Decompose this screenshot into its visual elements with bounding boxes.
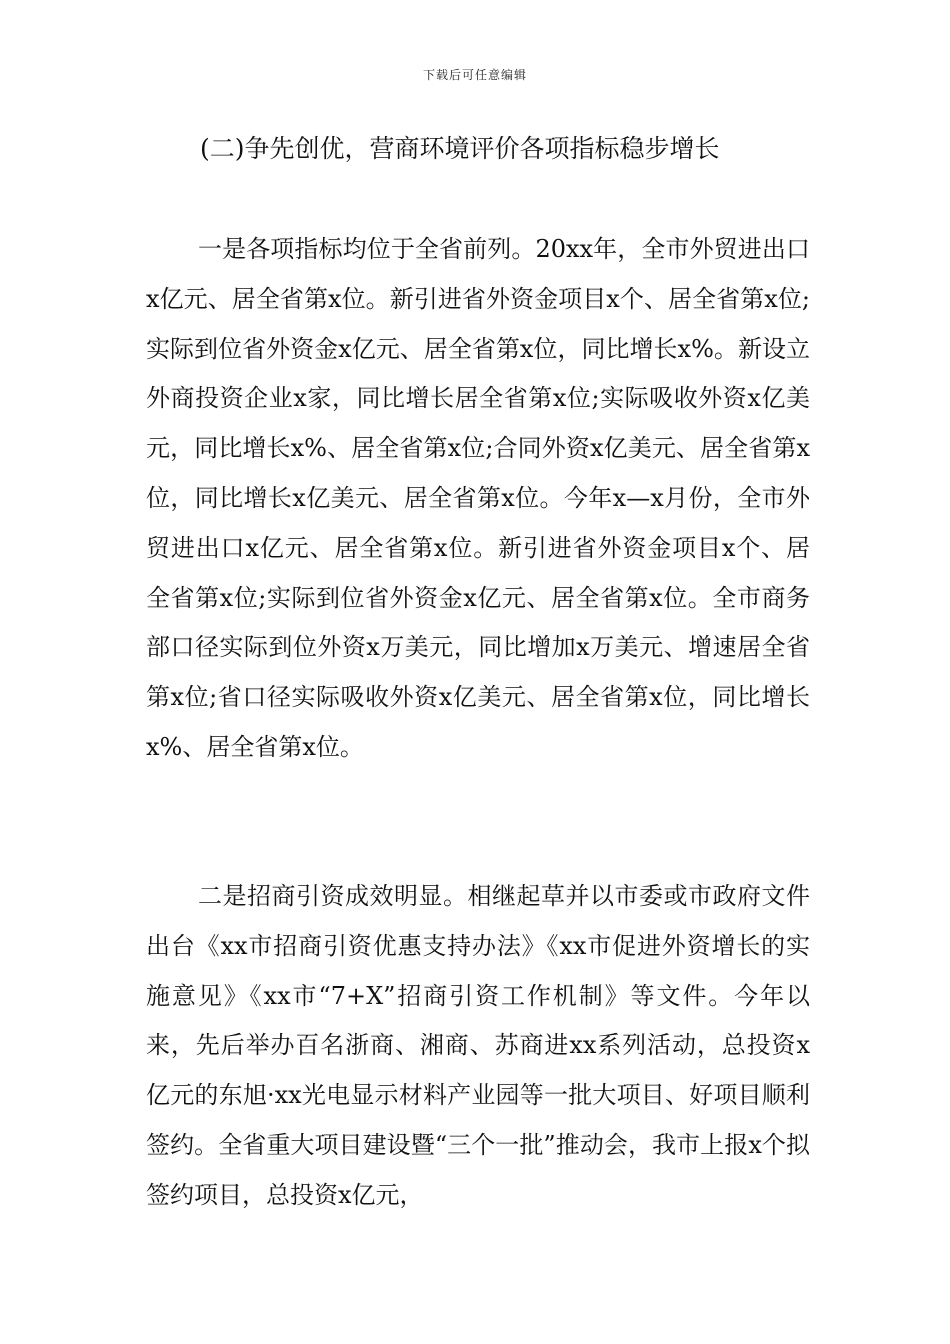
header-note: 下载后可任意编辑 bbox=[422, 68, 527, 82]
section-heading: (二)争先创优，营商环境评价各项指标稳步增长 bbox=[200, 134, 720, 163]
paragraph-investment: 二是招商引资成效明显。相继起草并以市委或市政府文件出台《xx市招商引资优惠支持办法》《xx市促进外资增长的实施意见》《xx市“7+X”招商引资工作机制》等文件。今年以来，先后举办百名浙商、湘商、苏商进xx系列活动，总投资x亿元的东旭·xx光电显示材料产业园等一批大项目、好项目顺利签约。全省重大项目建设暨“三个一批”推动会，我市上报x个拟签约项目，总投资x亿元， bbox=[146, 882, 810, 1209]
paragraph-indicators: 一是各项指标均位于全省前列。20xx年，全市外贸进出口x亿元、居全省第x位。新引进省外资金项目x个、居全省第x位;实际到位省外资金x亿元、居全省第x位，同比增长x%。新设立外商投资企业x家，同比增长居全省第x位;实际吸收外资x亿美元，同比增长x%、居全省第x位;合同外资x亿美元、居全省第x位，同比增长x亿美元、居全省第x位。今年x—x月份，全市外贸进出口x亿元、居全省第x位。新引进省外资金项目x个、居全省第x位;实际到位省外资金x亿元、居全省第x位。全市商务部口径实际到位外资x万美元，同比增加x万美元、增速居全省第x位;省口径实际吸收外资x亿美元、居全省第x位，同比增长x%、居全省第x位。 bbox=[146, 235, 810, 761]
